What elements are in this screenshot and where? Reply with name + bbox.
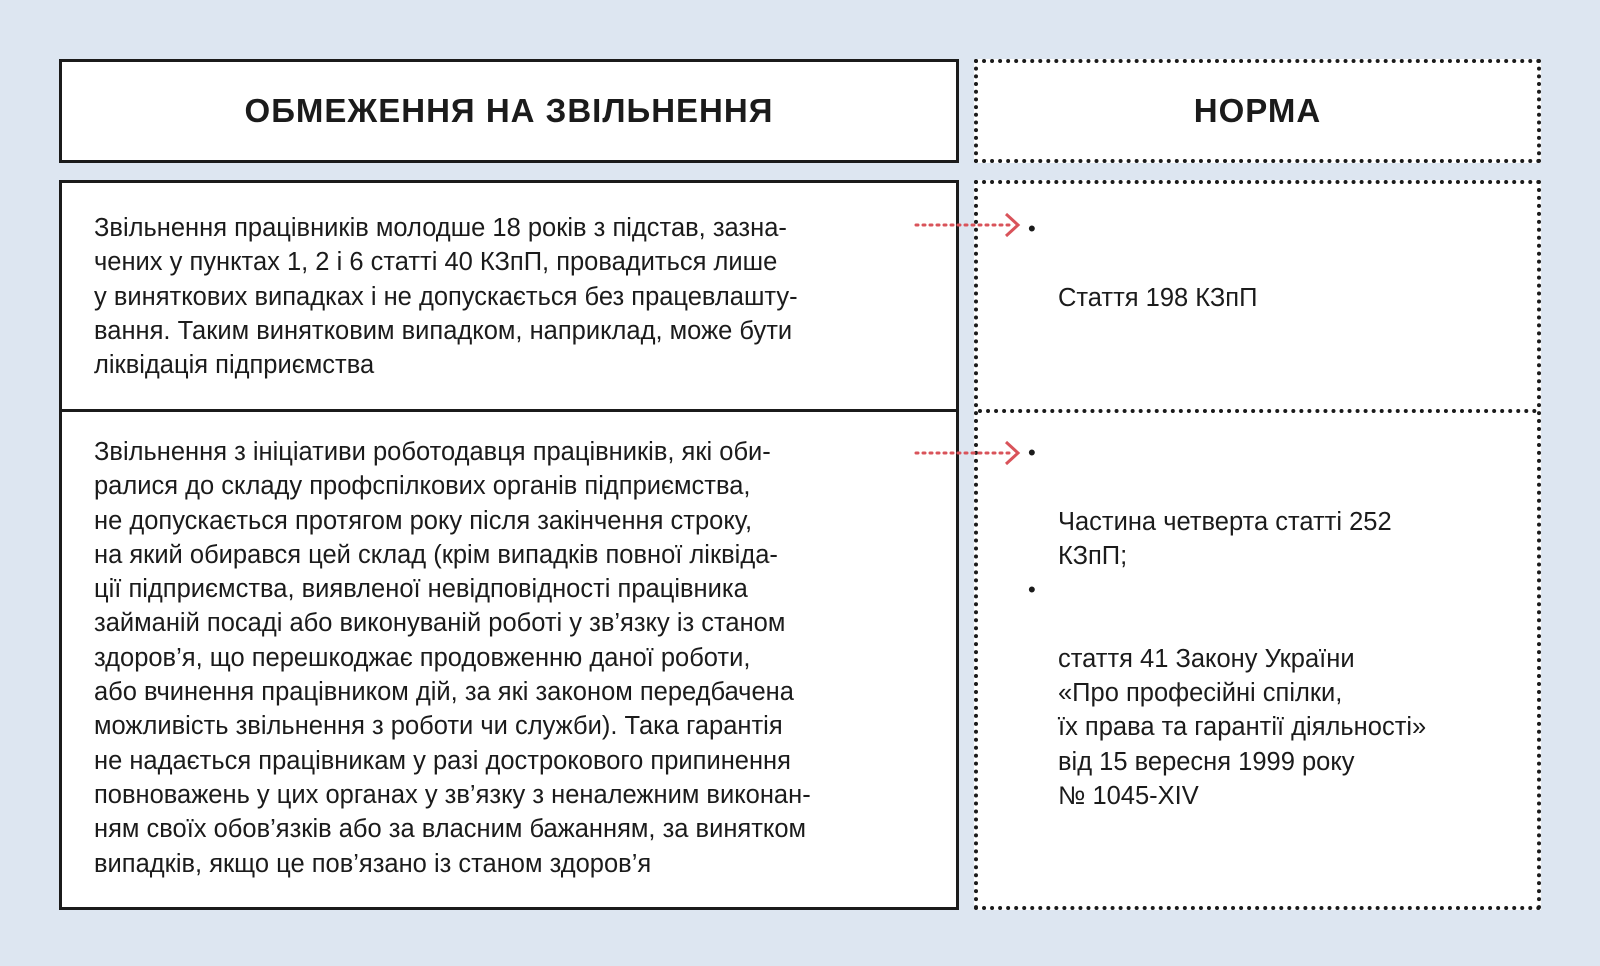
restriction-header — [59, 59, 959, 163]
row-divider — [978, 409, 1537, 413]
restriction-text-1: Звільнення працівників молодше 18 років з підстав, зазна- чених у пунктах 1, 2 і 6 статті 40 КЗпП, провадиться лише у виняткових випадках і не допускається без працевлашту- вання. Таким винятковим випадком, наприклад, може бути ліквідація підприємства — [94, 214, 798, 380]
bullet-icon: • — [1028, 440, 1036, 465]
row-divider — [62, 409, 956, 412]
arrow-right-icon — [914, 438, 1024, 468]
norm-item — [1028, 573, 1528, 813]
norm-header — [974, 59, 1541, 163]
restriction-text-2: Звільнення з ініціативи роботодавця працівників, які оби- ралися до складу профспілкових органів підприємства, не допускається протягом року після закінчення строку, на який обирався цей склад (крім випадків повної ліквіда- ції підприємства, виявленої невідповідності працівника займаній посаді або виконуваній роботі у зв’язку із станом здоров’я, що перешкоджає продовженню даної роботи, або вчинення працівником дій, за які законом передбачена можливість звільнення з роботи чи служби). Така гарантія не надається працівникам у разі дострокового припинення повноважень у цих органах у зв’язку з неналежним виконан- ням своїх обов’язків або за власним бажанням, за винятком випадків, якщо це пов’язано із станом здоров’я — [94, 438, 811, 878]
norm-item-text: Частина четверта статті 252 КЗпП; — [1058, 507, 1392, 570]
restriction-header-title: ОБМЕЖЕННЯ НА ЗВІЛЬНЕННЯ — [244, 92, 774, 129]
bullet-icon: • — [1028, 577, 1036, 603]
restrictions-panel — [59, 180, 959, 910]
norm-item-text: Стаття 198 КЗпП — [1058, 283, 1258, 312]
bullet-icon: • — [1028, 216, 1036, 241]
arrow-right-icon — [914, 210, 1024, 240]
norm-list-2 — [1028, 436, 1528, 813]
norm-item-text: стаття 41 Закону України «Про професійні спілки, їх права та гарантії діяльності» від 15 вересня 1999 року № 1045-XIV — [1058, 644, 1427, 810]
norm-item — [1028, 436, 1528, 573]
norms-panel — [974, 180, 1541, 910]
norm-item — [1028, 212, 1528, 315]
norm-list-1 — [1028, 212, 1528, 315]
norm-header-title: НОРМА — [1193, 92, 1322, 129]
